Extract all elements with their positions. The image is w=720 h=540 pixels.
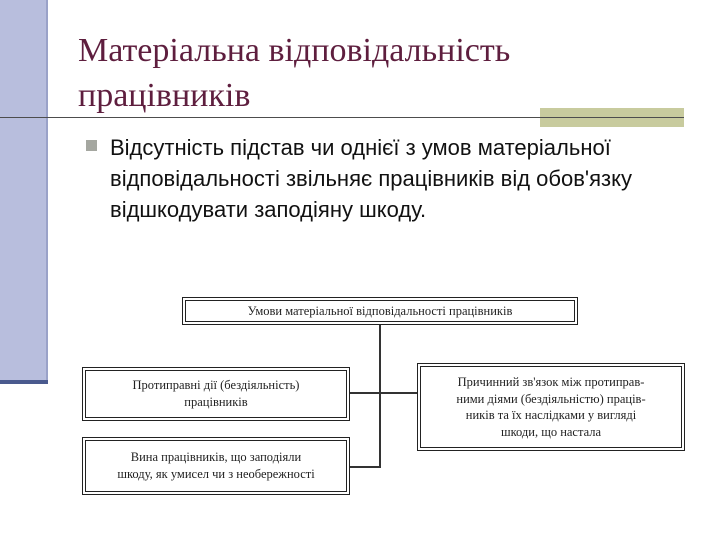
diagram-box-causal-link-line-1: Причинний зв'язок між протиправ- <box>457 375 645 389</box>
diagram-box-causal-link <box>420 366 682 448</box>
slide-title-line-2: працівників <box>78 77 251 114</box>
diagram-box-unlawful-acts-line-1: Протиправні дії (бездіяльність) <box>132 378 300 392</box>
connector-left-1 <box>350 392 380 394</box>
diagram-box-causal-link-line-3: ників та їх наслідками у вигляді <box>465 408 637 422</box>
title-rule-line <box>0 117 684 118</box>
diagram-box-guilt-line-1: Вина працівників, що заподіяли <box>130 450 302 464</box>
diagram-box-unlawful-acts-line-2: працівників <box>184 395 248 409</box>
connector-left-2 <box>350 466 380 468</box>
slide-title-line-1: Матеріальна відповідальність <box>78 32 511 69</box>
bullet-square-icon <box>86 140 97 151</box>
diagram-box-causal-link-line-4: шкоди, що настала <box>500 424 602 439</box>
connector-vertical <box>379 325 381 468</box>
diagram-box-guilt-line-2: шкоду, як умисел чи з необережності <box>117 467 315 481</box>
diagram-box-conditions-text: Умови матеріальної відповідальності працівників <box>247 303 513 318</box>
diagram-box-conditions <box>185 300 575 322</box>
diagram-box-causal-link-line-2: ними діями (бездіяльністю) праців- <box>456 391 646 406</box>
diagram-box-guilt <box>85 440 347 492</box>
bullet-text: Відсутність підстав чи однієї з умов матеріальної відповідальності звільняє працівників від обов'язку відшкодувати заподіяну шкоду. <box>110 135 632 222</box>
side-decor-bar-edge <box>0 380 48 384</box>
diagram-box-unlawful-acts <box>85 370 347 418</box>
connector-right <box>379 392 417 394</box>
slide-title <box>78 28 698 118</box>
side-decor-bar <box>0 0 48 383</box>
